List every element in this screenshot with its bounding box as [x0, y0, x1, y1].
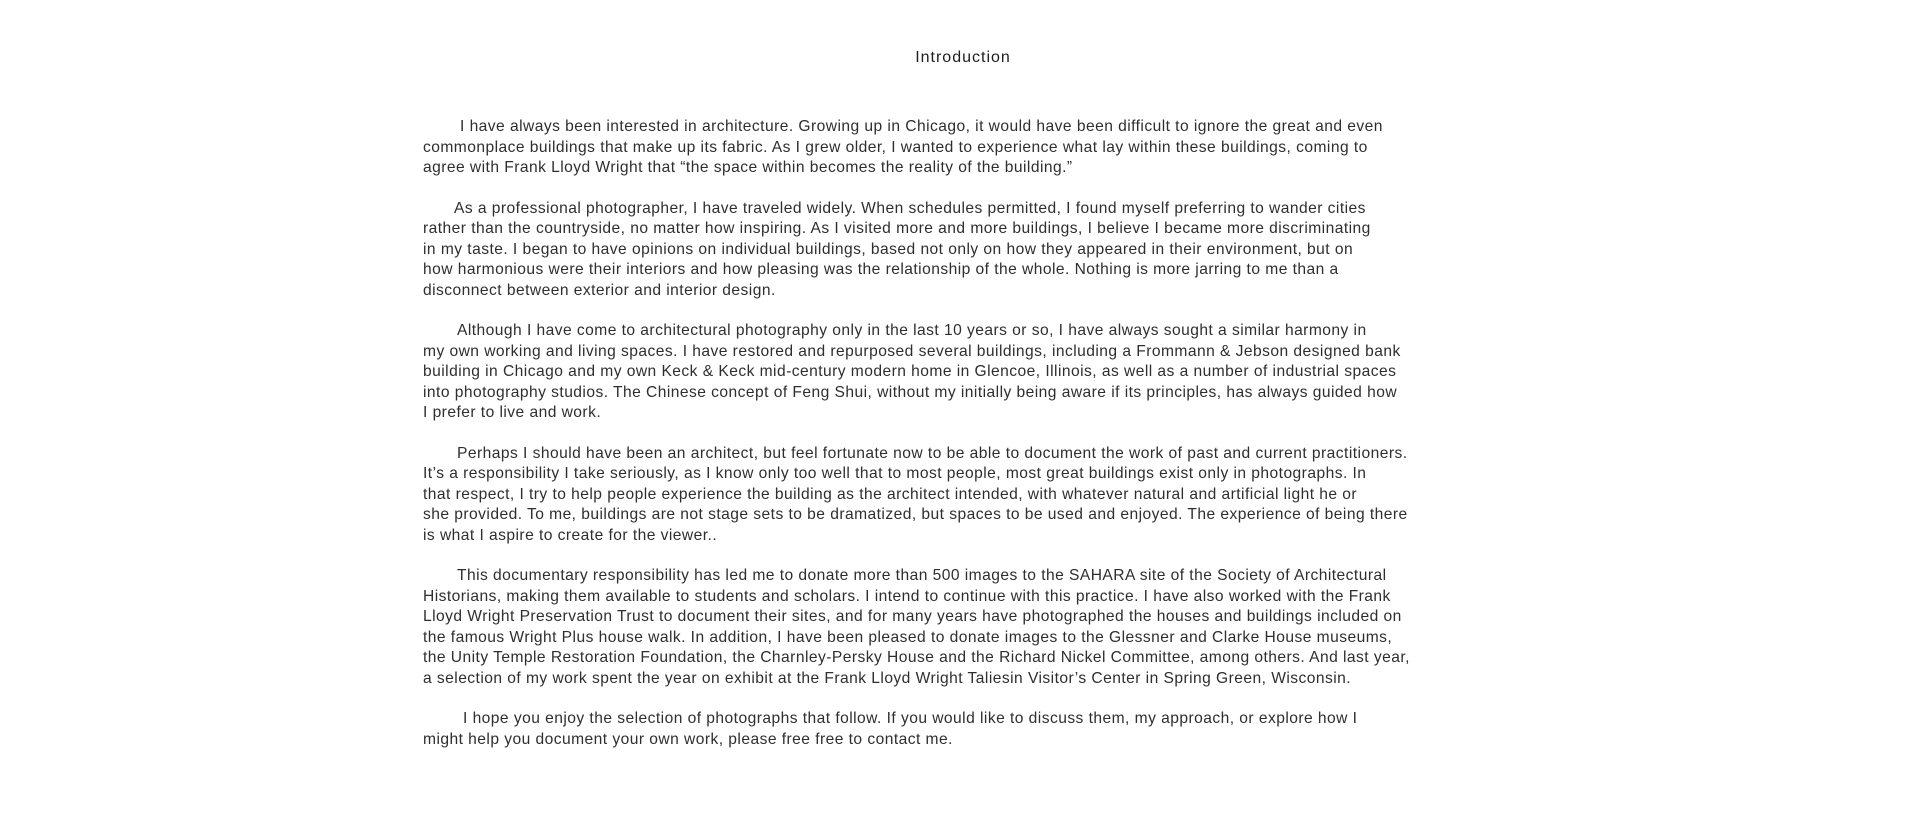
paragraph-line: a selection of my work spent the year on exhibit at the Frank Lloyd Wright Taliesin Visitor’s Center in Spring Green, Wisconsin. — [423, 669, 1352, 687]
paragraph-line: This documentary responsibility has led me to donate more than 500 images to the SAHARA site of the Society of Architectural — [457, 567, 1387, 584]
paragraph-line: rather than the countryside, no matter how inspiring. As I visited more and more buildings, I believe I became more discriminating — [423, 220, 1371, 237]
paragraph-line: how harmonious were their interiors and how pleasing was the relationship of the whole. Nothing is more jarring to me than a — [423, 261, 1339, 278]
paragraph-line: Lloyd Wright Preservation Trust to document their sites, and for many years have photographed the houses and buildings included on — [423, 608, 1402, 625]
paragraph-line: As a professional photographer, I have traveled widely. When schedules permitted, I found myself preferring to wander cities — [454, 199, 1366, 217]
paragraph-line: It’s a responsibility I take seriously, as I know only too well that to most people, most great buildings exist only in photographs. In — [423, 465, 1367, 482]
paragraph-line: that respect, I try to help people experience the building as the architect intended, with whatever natural and artificial light he or — [423, 485, 1358, 503]
paragraph-line: the famous Wright Plus house walk. In addition, I have been pleased to donate images to the Glessner and Clarke House museums, — [423, 628, 1393, 646]
paragraph-line: building in Chicago and my own Keck & Keck mid-century modern home in Glencoe, Illinois, as well as a number of industrial spaces — [423, 363, 1397, 380]
paragraph-line: Perhaps I should have been an architect, but feel fortunate now to be able to document the work of past and current practitioners. — [457, 444, 1408, 462]
paragraph-line: disconnect between exterior and interior design. — [423, 281, 776, 299]
paragraph-line: she provided. To me, buildings are not stage sets to be dramatized, but spaces to be used and enjoyed. The experience of being there — [423, 506, 1408, 523]
paragraph-6 — [423, 709, 1583, 750]
paragraph-line: I prefer to live and work. — [423, 404, 602, 421]
page-title: Introduction — [915, 49, 1011, 66]
paragraph-3 — [423, 321, 1583, 424]
paragraph-line: I have always been interested in architecture. Growing up in Chicago, it would have been difficult to ignore the great and even — [460, 118, 1383, 135]
paragraph-line: commonplace buildings that make up its fabric. As I grew older, I wanted to experience what lay within these buildings, coming to — [423, 138, 1368, 156]
paragraph-4 — [423, 444, 1583, 547]
paragraph-2 — [423, 199, 1583, 302]
paragraph-line: might help you document your own work, please free free to contact me. — [423, 730, 953, 748]
paragraph-line: Historians, making them available to students and scholars. I intend to continue with this practice. I have also worked with the Frank — [423, 587, 1391, 605]
paragraph-line: my own working and living spaces. I have restored and repurposed several buildings, including a Frommann & Jebson designed bank — [423, 342, 1401, 360]
paragraph-line: the Unity Temple Restoration Foundation, the Charnley-Persky House and the Richard Nickel Committee, among others. And last year, — [423, 649, 1410, 666]
paragraph-5 — [423, 566, 1583, 689]
introduction-body — [423, 117, 1583, 770]
paragraph-line: in my taste. I began to have opinions on individual buildings, based not only on how they appeared in their environment, but on — [423, 240, 1354, 258]
paragraph-line: is what I aspire to create for the viewer.. — [423, 526, 718, 544]
paragraph-line: Although I have come to architectural photography only in the last 10 years or so, I have always sought a similar harmony in — [457, 322, 1367, 339]
paragraph-line: into photography studios. The Chinese concept of Feng Shui, without my initially being aware if its principles, has always guided how — [423, 383, 1398, 401]
paragraph-1 — [423, 117, 1583, 179]
paragraph-line: agree with Frank Lloyd Wright that “the space within becomes the reality of the building.” — [423, 159, 1073, 176]
paragraph-line: I hope you enjoy the selection of photographs that follow. If you would like to discuss them, my approach, or explore how I — [463, 710, 1358, 727]
